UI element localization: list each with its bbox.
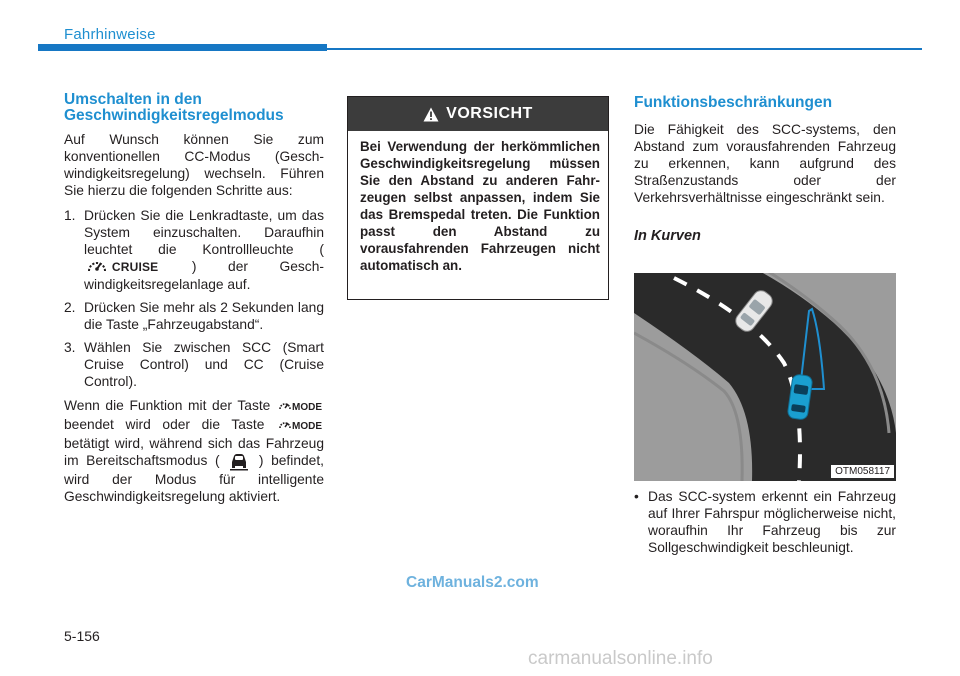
steps-list bbox=[64, 207, 324, 390]
step-text-after: ) der Geschwindigkeitsregelanlage auf. bbox=[84, 259, 324, 293]
closing-text-c: betätigt wird, während sich das Fahrzeug im Bereitschaftsmodus ( bbox=[64, 436, 324, 469]
mode-label: MODE bbox=[292, 421, 322, 433]
closing-paragraph bbox=[64, 397, 324, 504]
warning-triangle-icon bbox=[423, 107, 439, 122]
cruise-indicator-icon bbox=[86, 258, 158, 276]
section-title: Fahrhinweise bbox=[64, 26, 156, 43]
step-text: Drücken Sie mehr als 2 Sekunden lang die Taste „Fahrzeugabstand“. bbox=[84, 300, 324, 333]
mode-label: MODE bbox=[291, 402, 322, 414]
section-heading-limitations: Funktionsbeschränkungen bbox=[634, 94, 833, 111]
watermark-text: CarManuals2.com bbox=[406, 574, 539, 591]
road-curve-image bbox=[634, 273, 896, 481]
intro-paragraph: Auf Wunsch können Sie zum konventionellen CC-Modus (Geschwindigkeitsregelung) wechseln. Führen Sie hierzu die folgenden Schritte aus: bbox=[64, 132, 324, 198]
caution-box bbox=[347, 96, 609, 300]
caution-title: VORSICHT bbox=[446, 105, 533, 122]
page-number: 5-156 bbox=[64, 628, 100, 644]
step-item bbox=[64, 207, 324, 293]
mode-button-icon bbox=[278, 416, 322, 435]
bullet-dot-icon: • bbox=[634, 489, 639, 504]
step-text: Drücken Sie die Lenkradtaste, um das System einzuschalten. Daraufhin leuchtet die Kontrollleuchte ( bbox=[84, 208, 324, 257]
bullet-text: Das SCC-system erkennt ein Fahrzeug auf Ihrer Fahrspur möglicherweise nicht, woraufhin Ihr Fahrzeug bis zur Sollgeschwindigkeit beschleunigt. bbox=[648, 489, 896, 555]
figure-code: OTM058117 bbox=[831, 465, 894, 478]
closing-text-b: beendet wird oder die Taste bbox=[64, 417, 265, 433]
curve-illustration bbox=[634, 273, 896, 481]
caution-text: Bei Verwendung der herkömmlichen Geschwindigkeitsregelung müssen Sie den Abstand zu anderen Fahrzeugen selbst anpassen, indem Sie das Bremspedal treten. Die Funktion passt den Abstand zu vorausfahrenden Fahrzeugen nicht automatisch an. bbox=[360, 139, 600, 273]
limitations-bullet-list bbox=[634, 488, 896, 556]
mode-button-icon bbox=[278, 397, 322, 416]
right-column-bullets bbox=[634, 488, 896, 556]
footer-site-mark: carmanualsonline.info bbox=[528, 648, 713, 669]
header-rule-thin bbox=[327, 48, 922, 50]
limitations-paragraph: Die Fähigkeit des SCC-systems, den Abstand zum vorausfahrenden Fahrzeug zu erkennen, kann aufgrund des Straßenzustands oder der Verkehrsverhältnisse eingeschränkt sein. bbox=[634, 122, 896, 205]
left-column bbox=[64, 92, 324, 513]
list-item bbox=[634, 488, 896, 556]
caution-header bbox=[348, 97, 608, 131]
step-text: Wählen Sie zwischen SCC (Smart Cruise Control) und CC (Cruise Control). bbox=[84, 340, 324, 390]
step-item bbox=[64, 339, 324, 390]
subheading-curves: In Kurven bbox=[634, 228, 701, 244]
section-heading-switch-mode: Umschalten in den Geschwindigkeitsregelmodus bbox=[64, 91, 284, 124]
step-item bbox=[64, 299, 324, 333]
cruise-label: CRUISE bbox=[111, 260, 159, 275]
closing-text-a: Wenn die Funktion mit der Taste bbox=[64, 398, 271, 414]
header-rule-thick bbox=[38, 44, 327, 51]
right-column bbox=[634, 92, 896, 251]
closing-text-d: ) befindet, wird der Modus für intelligente Geschwindigkeitsregelung aktiviert. bbox=[64, 453, 325, 504]
standby-car-icon bbox=[229, 453, 249, 471]
step-number: 2. bbox=[64, 300, 76, 316]
step-number: 3. bbox=[64, 340, 76, 356]
step-number: 1. bbox=[64, 208, 76, 223]
